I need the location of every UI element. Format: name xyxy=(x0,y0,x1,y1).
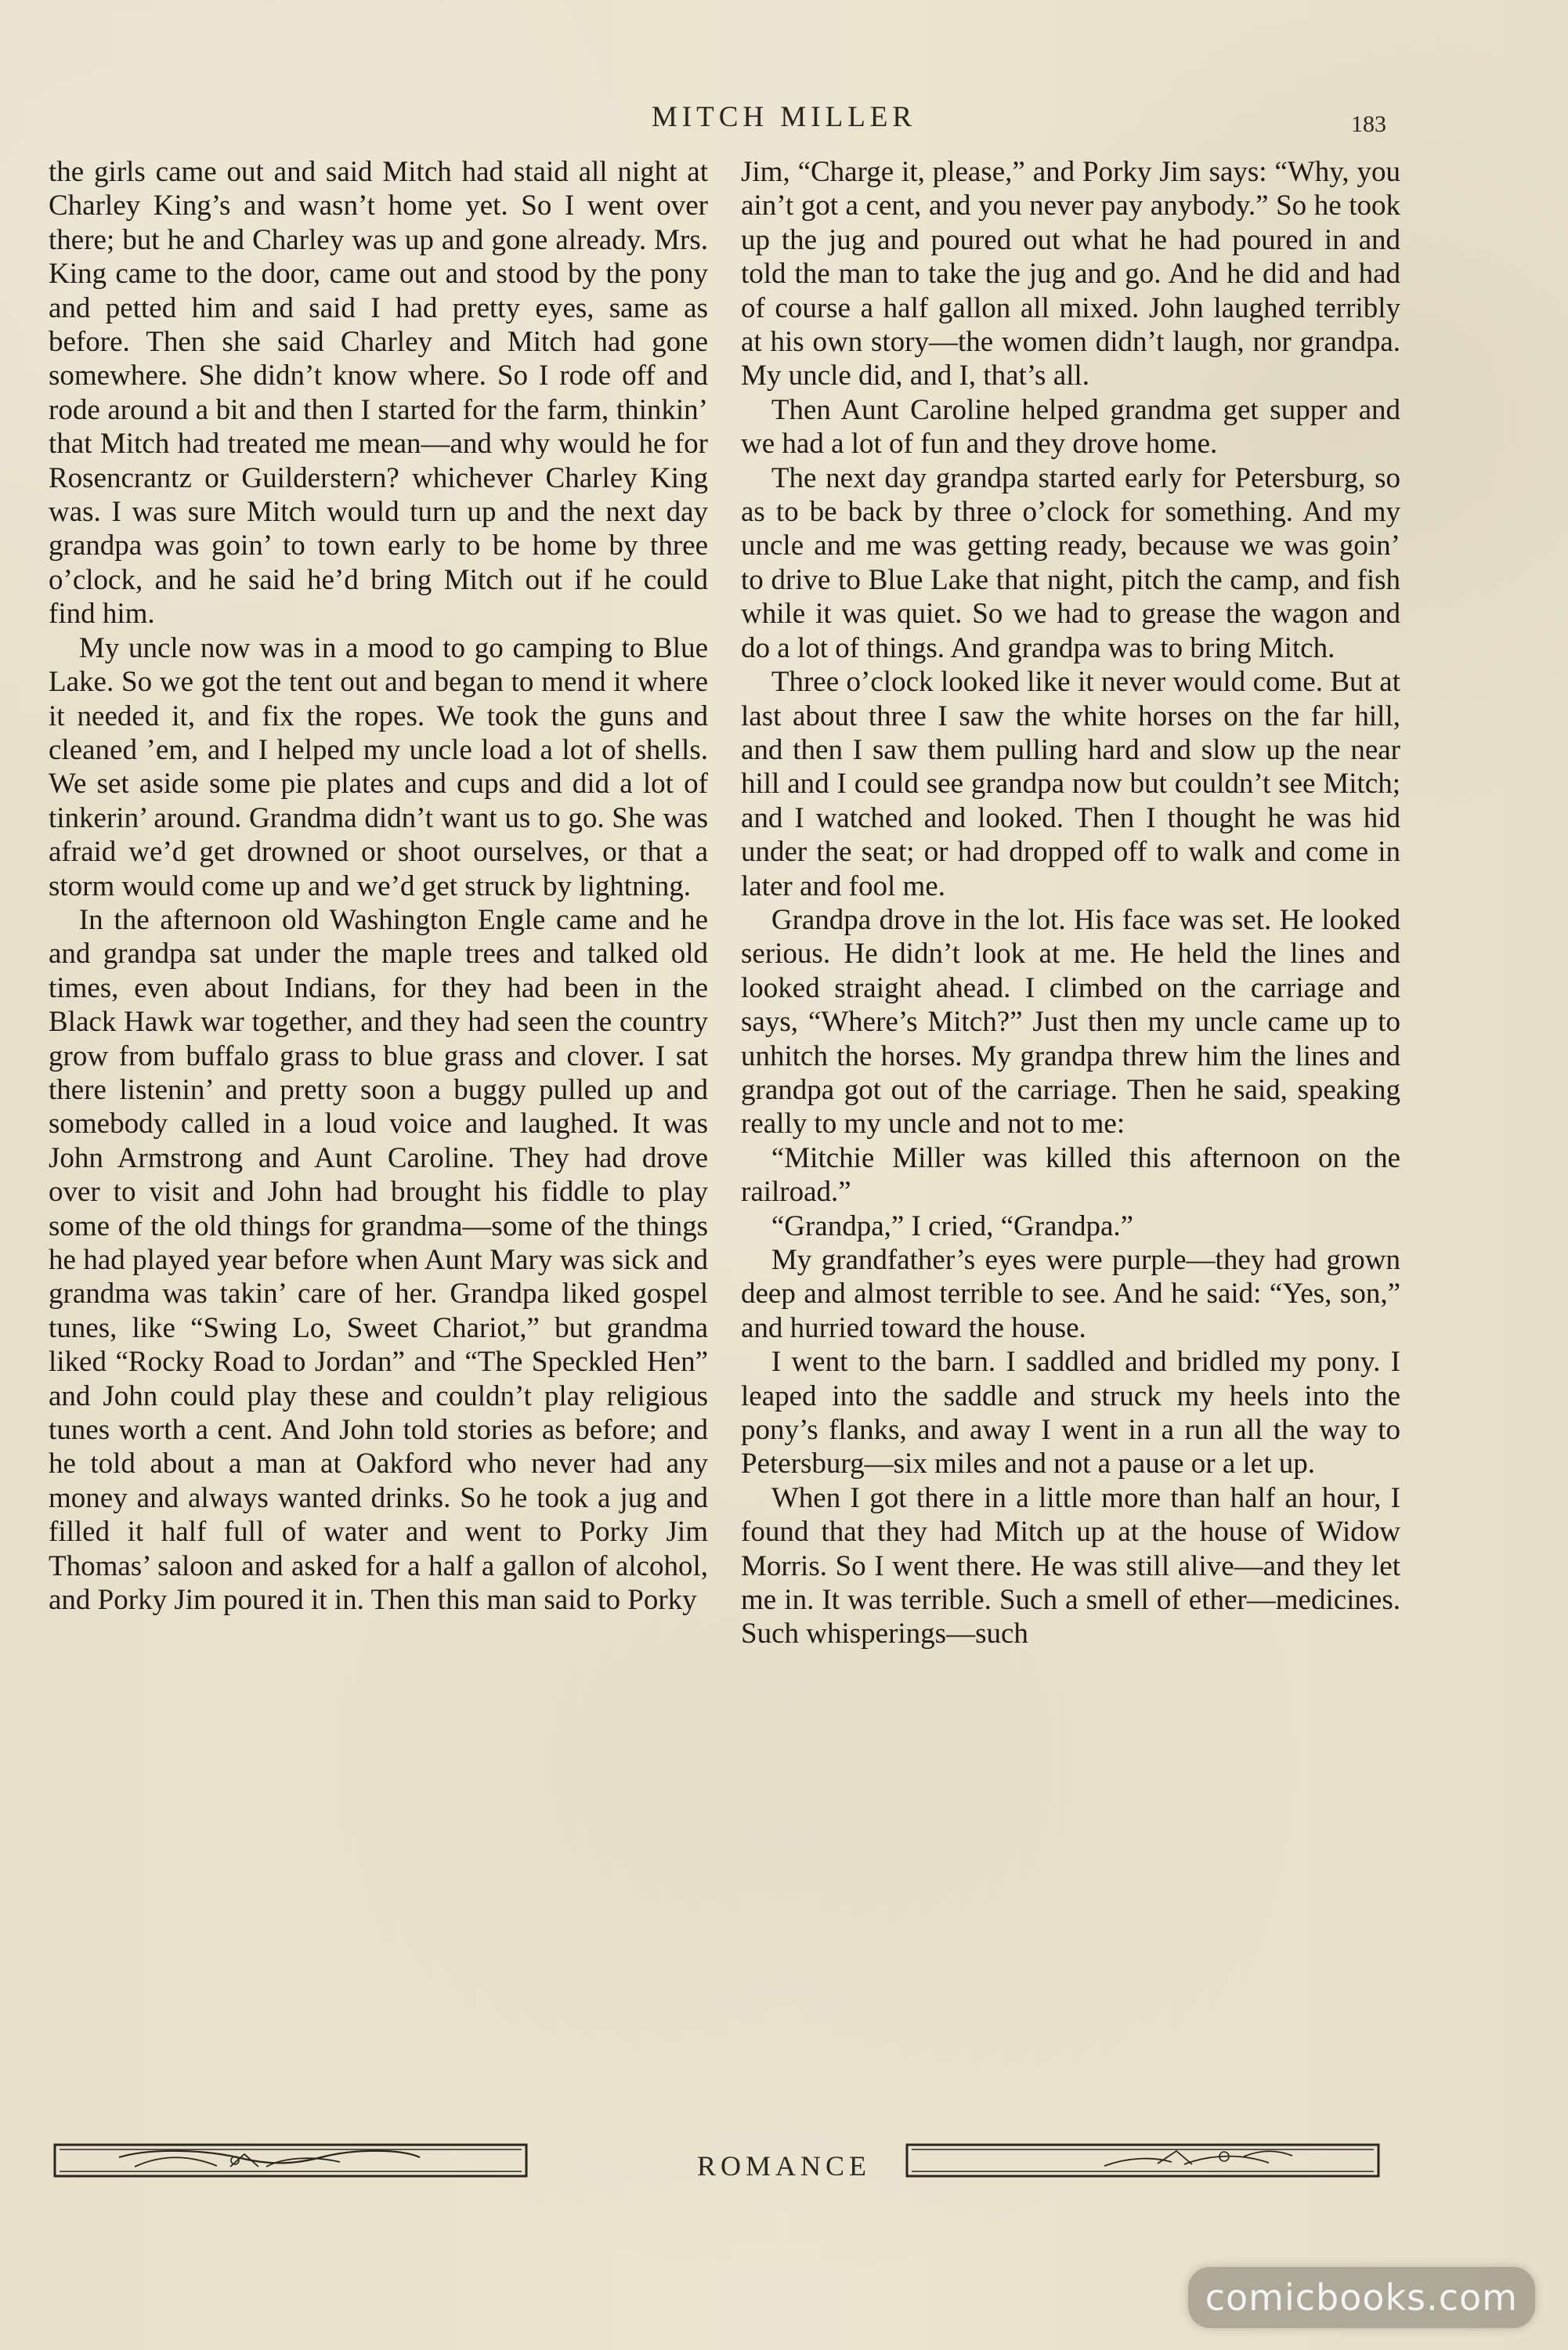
left-paragraph-1: the girls came out and said Mitch had staid all night at Charley King’s and wasn’t home yet. So I went over there; but he and Charley was up and gone already. Mrs. King came to the door, came out and stood by the pony and petted him and said I had pretty eyes, same as before. Then she said Charley and Mitch had gone somewhere. She didn’t know where. So I rode off and rode around a bit and then I started for the farm, thinkin’ that Mitch had treated me mean—and why would he for Rosencrantz or Guilderstern? whichever Charley King was. I was sure Mitch would turn up and the next day grandpa was goin’ to town early to be home by three o’clock, and he said he’d bring Mitch out if he could find him. xyxy=(49,156,708,631)
page-running-title: MITCH MILLER xyxy=(651,101,917,133)
right-paragraph-10: When I got there in a little more than half an hour, I found that they had Mitch up at the house of Widow Morris. So I went there. He was still alive—and they let me in. It was terrible. Such a smell of ether—medicines. Such whisperings—such xyxy=(741,1481,1400,1650)
right-text-column xyxy=(741,155,1400,1651)
right-footer-ornament xyxy=(901,2135,1386,2186)
right-paragraph-1: Jim, “Charge it, please,” and Porky Jim says: “Why, you ain’t got a cent, and you never pay anybody.” So he took up the jug and poured out what he had poured in and told the man to take the jug and go. And he did and had of course a half gallon all mixed. John laughed terribly at his own story—the women didn’t laugh, nor grandpa. My uncle did, and I, that’s all. xyxy=(741,156,1400,392)
right-paragraph-3: The next day grandpa started early for Petersburg, so as to be back by three o’clock for something. And my uncle and me was getting ready, because we was goin’ to drive to Blue Lake that night, pitch the camp, and fish while it was quiet. So we had to grease the wagon and do a lot of things. And grandpa was to bring Mitch. xyxy=(741,461,1400,664)
left-paragraph-3: In the afternoon old Washington Engle came and he and grandpa sat under the maple trees and talked old times, even about Indians, for they had been in the Black Hawk war together, and they had seen the country grow from buffalo grass to blue grass and clover. I sat there listenin’ and pretty soon a buggy pulled up and somebody called in a loud voice and laughed. It was John Armstrong and Aunt Caroline. They had drove over to visit and John had brought his fiddle to play some of the old things for grandma—some of the things he had played year before when Aunt Mary was sick and grandma was takin’ care of her. Grandpa liked gospel tunes, like “Swing Lo, Sweet Chariot,” but grandma liked “Rocky Road to Jordan” and “The Speckled Hen” and John could play these and couldn’t play religious tunes worth a cent. And John told stories as before; and he told about a man at Oakford who never had any money and always wanted drinks. So he took a jug and filled it half full of water and went to Porky Jim Thomas’ saloon and asked for a half a gallon of alcohol, and Porky Jim poured it in. Then this man said to Porky xyxy=(49,903,708,1617)
right-paragraph-2: Then Aunt Caroline helped grandma get supper and we had a lot of fun and they drove home. xyxy=(741,393,1400,461)
right-paragraph-8: My grandfather’s eyes were purple—they had grown deep and almost terrible to see. And he said: “Yes, son,” and hurried toward the house. xyxy=(741,1244,1400,1344)
right-paragraph-7: “Grandpa,” I cried, “Grandpa.” xyxy=(771,1209,1134,1242)
left-text-column xyxy=(49,155,708,1617)
right-paragraph-4: Three o’clock looked like it never would come. But at last about three I saw the white horses on the far hill, and then I saw them pulling hard and slow up the near hill and I could see grandpa now but couldn’t see Mitch; and I watched and looked. Then I thought he was hid under the seat; or had dropped off to walk and come in later and fool me. xyxy=(741,666,1400,902)
site-watermark: comicbooks.com xyxy=(1188,2267,1535,2328)
right-paragraph-5: Grandpa drove in the lot. His face was set. He looked serious. He didn’t look at me. He held the lines and looked straight ahead. I climbed on the carriage and says, “Where’s Mitch?” Just then my uncle came up to unhitch the horses. My grandpa threw him the lines and grandpa got out of the carriage. Then he said, speaking really to my uncle and not to me: xyxy=(741,903,1400,1141)
right-paragraph-9: I went to the barn. I saddled and bridled my pony. I leaped into the saddle and struck my heels into the pony’s flanks, and away I went in a run all the way to Petersburg—six miles and not a pause or a let up. xyxy=(741,1346,1400,1480)
right-paragraph-6: “Mitchie Miller was killed this afternoon on the railroad.” xyxy=(741,1141,1400,1209)
footer-title: ROMANCE xyxy=(696,2150,872,2182)
page-number: 183 xyxy=(1351,111,1386,137)
left-paragraph-2: My uncle now was in a mood to go camping to Blue Lake. So we got the tent out and began to mend it where it needed it, and fix the ropes. We took the guns and cleaned ’em, and I helped my uncle load a lot of shells. We set aside some pie plates and cups and did a lot of tinkerin’ around. Grandma didn’t want us to go. She was afraid we’d get drowned or shoot ourselves, or that a storm would come up and we’d get struck by lightning. xyxy=(49,631,708,902)
